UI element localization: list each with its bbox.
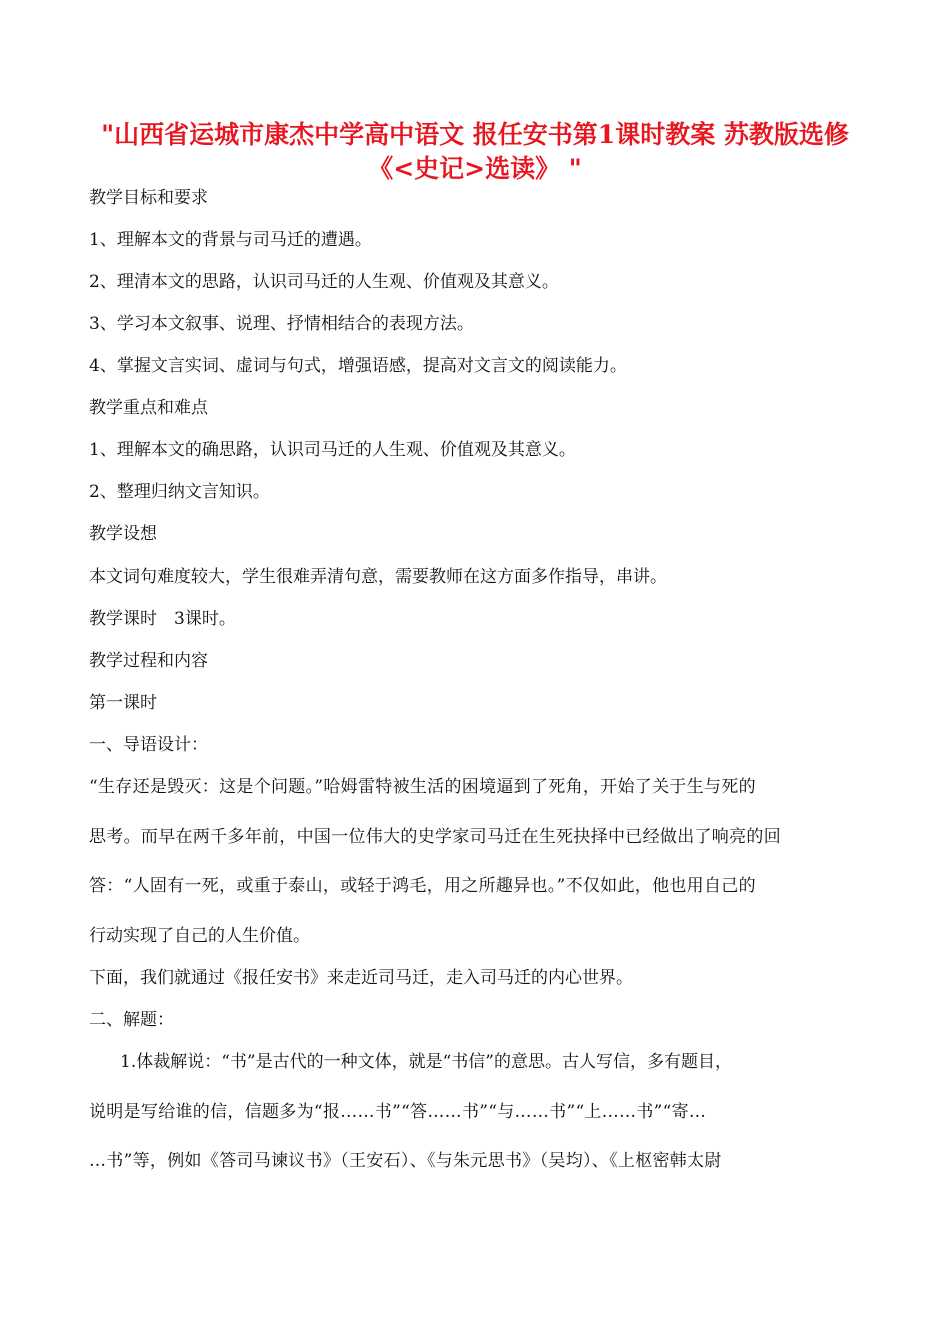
lesson-one-heading: 第一课时 [89, 693, 157, 713]
document-title [60, 118, 890, 186]
intro-paragraph-line-1: “生存还是毁灭：这是个问题。”哈姆雷特被生活的困境逼到了死角，开始了关于生与死的 [89, 777, 756, 797]
intro-paragraph-line-4: 行动实现了自己的人生价值。 [89, 926, 310, 946]
goal-item-4: 4、掌握文言实词、虚词与句式，增强语感，提高对文言文的阅读能力。 [89, 356, 627, 376]
genre-paragraph-line-1: 1.体裁解说：“书”是古代的一种文体，就是“书信”的意思。古人写信，多有题目， [120, 1052, 732, 1072]
title-line-2: 《<史记>选读》 " [368, 154, 582, 183]
genre-paragraph-line-3: …书”等，例如《答司马谏议书》（王安石）、《与朱元思书》（吴均）、《上枢密韩太尉 [89, 1151, 722, 1171]
intro-paragraph-line-2: 思考。而早在两千多年前，中国一位伟大的史学家司马迁在生死抉择中已经做出了响亮的回 [89, 827, 781, 847]
key-point-1: 1、理解本文的确思路，认识司马迁的人生观、价值观及其意义。 [89, 440, 576, 460]
intro-heading: 一、导语设计： [89, 735, 208, 755]
class-hours: 教学课时 3课时。 [89, 609, 236, 629]
goal-item-1: 1、理解本文的背景与司马迁的遭遇。 [89, 230, 372, 250]
key-point-2: 2、整理归纳文言知识。 [89, 482, 270, 502]
genre-paragraph-line-2: 说明是写给谁的信，信题多为“报……书”“答……书”“与……书”“上……书”“寄… [89, 1102, 707, 1122]
design-heading: 教学设想 [89, 524, 157, 544]
explain-heading: 二、解题： [89, 1010, 174, 1030]
process-heading: 教学过程和内容 [89, 651, 208, 671]
goals-heading: 教学目标和要求 [89, 188, 208, 208]
intro-paragraph-line-3: 答：“人固有一死，或重于泰山，或轻于鸿毛，用之所趣异也。”不仅如此，他也用自己的 [89, 876, 756, 896]
goal-item-2: 2、理清本文的思路，认识司马迁的人生观、价值观及其意义。 [89, 272, 559, 292]
design-text: 本文词句难度较大，学生很难弄清句意，需要教师在这方面多作指导，串讲。 [89, 567, 667, 587]
key-points-heading: 教学重点和难点 [89, 398, 208, 418]
goal-item-3: 3、学习本文叙事、说理、抒情相结合的表现方法。 [89, 314, 474, 334]
title-line-1: "山西省运城市康杰中学高中语文 报任安书第1课时教案 苏教版选修 [101, 120, 849, 149]
intro-transition: 下面，我们就通过《报任安书》来走近司马迁，走入司马迁的内心世界。 [89, 968, 633, 988]
